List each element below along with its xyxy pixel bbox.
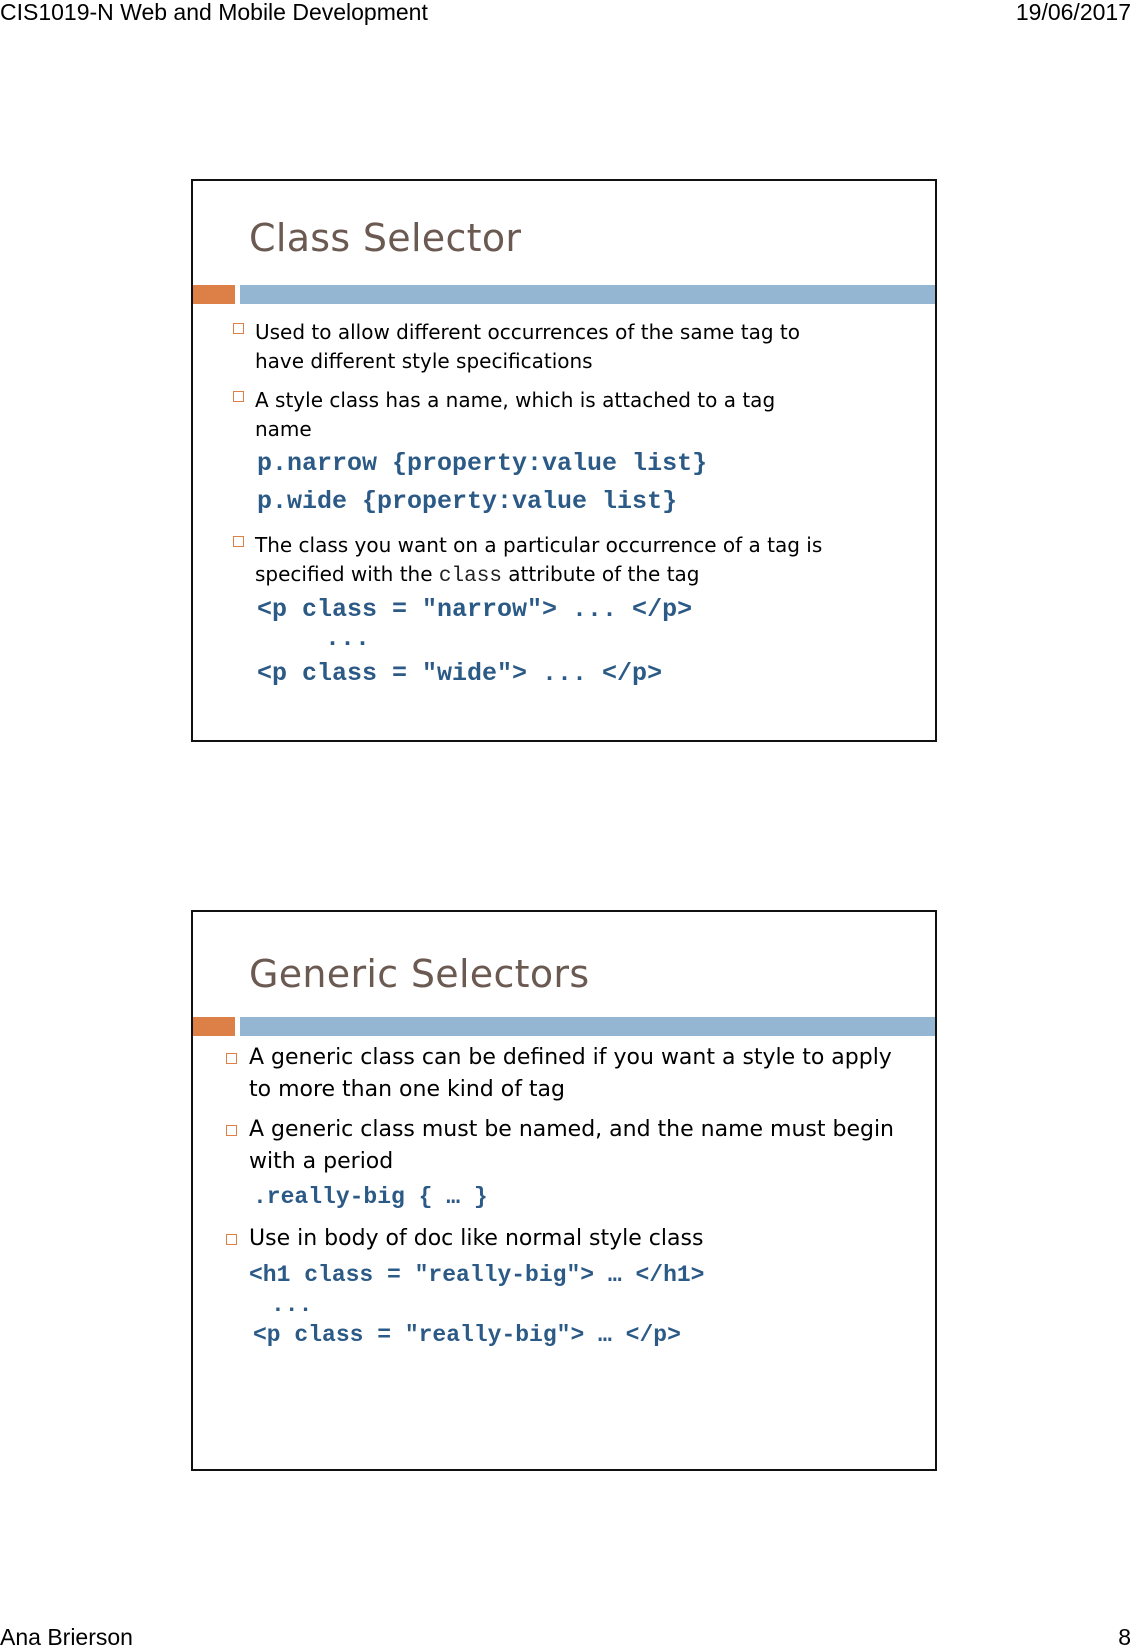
bullet-text: A generic class must be named, and the name must begin [249, 1117, 895, 1142]
bullet-text: A style class has a name, which is attached to a tag [255, 388, 776, 412]
slide-generic-selectors [191, 910, 937, 1471]
code-line: <p class = "really-big"> … </p> [253, 1322, 681, 1348]
bullet-icon [233, 391, 244, 402]
inline-code: class [438, 565, 502, 588]
footer-author: Ana Brierson [0, 1624, 133, 1650]
bullet-text: The class you want on a particular occurrence of a tag is [255, 533, 823, 557]
accent-bar-blue [240, 285, 935, 304]
bullet-text: name [255, 417, 312, 441]
code-line: p.narrow {property:value list} [257, 449, 708, 478]
code-line: <p class = "narrow"> ... </p> [257, 595, 693, 624]
footer-page-number: 8 [1118, 1624, 1131, 1650]
code-ellipsis: ... [271, 1292, 313, 1318]
text: specified with the [255, 562, 439, 586]
code-line: .really-big { … } [253, 1184, 488, 1210]
code-line: <h1 class = "really-big"> … </h1> [249, 1262, 705, 1288]
bullet-icon [226, 1053, 237, 1064]
bullet-icon [233, 323, 244, 334]
accent-bar-blue [240, 1017, 935, 1036]
header-course: CIS1019-N Web and Mobile Development [0, 0, 428, 25]
bullet-icon [226, 1125, 237, 1136]
bullet-text [255, 562, 699, 588]
code-ellipsis: ... [325, 624, 371, 653]
bullet-icon [226, 1234, 237, 1245]
bullet-text: with a period [249, 1149, 394, 1174]
code-line: p.wide {property:value list} [257, 487, 678, 516]
slide-title: Generic Selectors [249, 952, 590, 996]
accent-bar-orange [193, 285, 235, 304]
slide-title: Class Selector [249, 216, 522, 260]
code-line: <p class = "wide"> ... </p> [257, 659, 663, 688]
slide-class-selector [191, 179, 937, 742]
bullet-icon [233, 536, 244, 547]
bullet-text: Use in body of doc like normal style class [249, 1226, 704, 1251]
text: attribute of the tag [501, 562, 700, 586]
bullet-text: Used to allow different occurrences of the same tag to [255, 320, 800, 344]
header-date: 19/06/2017 [1015, 0, 1131, 25]
bullet-text: A generic class can be defined if you want a style to apply [249, 1045, 892, 1070]
bullet-text: have different style specifications [255, 349, 593, 373]
bullet-text: to more than one kind of tag [249, 1077, 566, 1102]
accent-bar-orange [193, 1017, 235, 1036]
